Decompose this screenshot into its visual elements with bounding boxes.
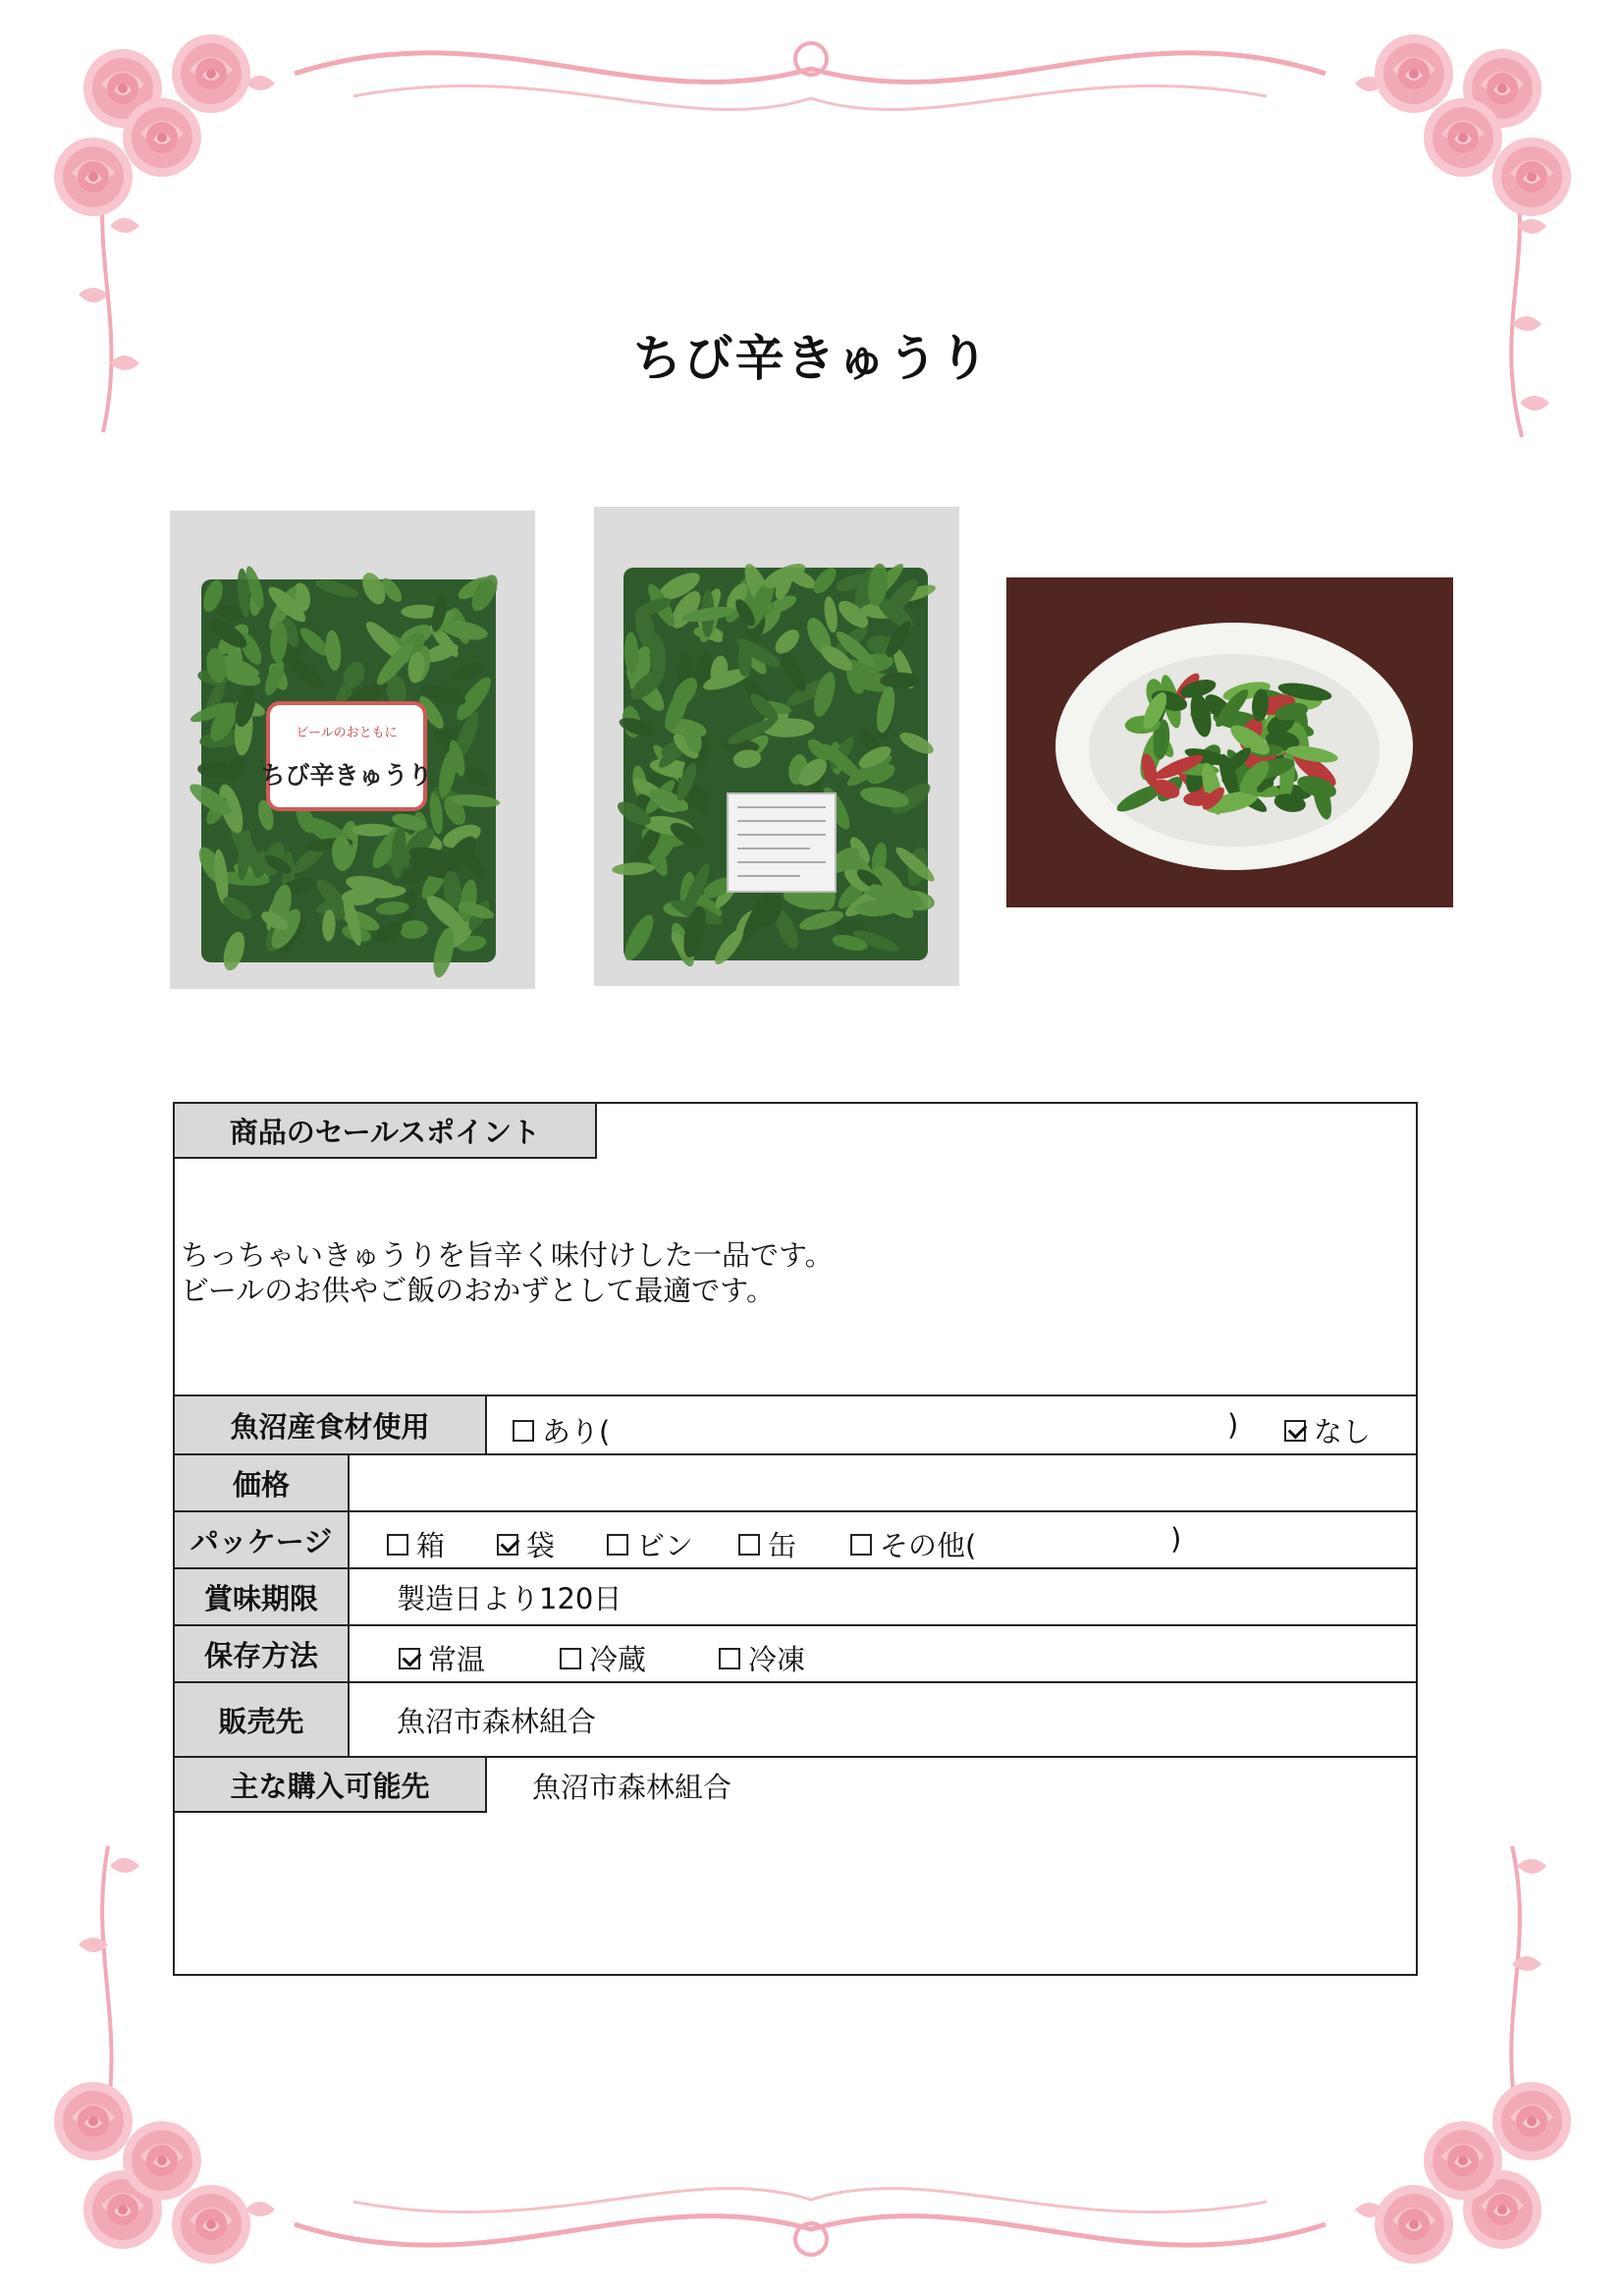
- ingredient-no-label: なし: [1314, 1415, 1372, 1449]
- storage-frozen-label: 冷凍: [748, 1643, 806, 1676]
- sales-point-text: [181, 1237, 834, 1308]
- bag-label-top: ビールのおともに: [296, 726, 398, 740]
- purchase-label: 主な購入可能先: [175, 1758, 487, 1813]
- storage-option-fridge[interactable]: [560, 1638, 646, 1678]
- ingredient-yes-label: あり(: [542, 1415, 611, 1449]
- page-title: ちび辛きゅうり: [632, 330, 991, 387]
- ingredient-no-checkbox[interactable]: [1284, 1420, 1306, 1442]
- best-before-row: [175, 1567, 1416, 1624]
- storage-room-temp-checkbox[interactable]: [399, 1648, 420, 1669]
- seller-row: [175, 1681, 1416, 1756]
- bag-label-main: ちび辛きゅうり: [260, 761, 433, 790]
- package-label: パッケージ: [175, 1512, 350, 1567]
- package-option-other[interactable]: [850, 1524, 976, 1564]
- ingredient-close-paren: ): [1227, 1408, 1239, 1442]
- best-before-label: 賞味期限: [175, 1569, 350, 1624]
- package-box-label: 箱: [416, 1529, 446, 1562]
- storage-fridge-checkbox[interactable]: [560, 1648, 581, 1669]
- storage-frozen-checkbox[interactable]: [719, 1648, 740, 1669]
- storage-room-temp-label: 常温: [428, 1643, 486, 1676]
- ingredient-option-yes[interactable]: [513, 1410, 610, 1450]
- package-option-box[interactable]: [387, 1524, 445, 1564]
- price-label: 価格: [175, 1455, 350, 1510]
- storage-option-frozen[interactable]: [719, 1638, 805, 1678]
- pickle-bag-back-photo: [594, 507, 959, 986]
- package-bag-label: 袋: [526, 1529, 556, 1562]
- pickle-bag-front-photo: [170, 511, 535, 989]
- sales-point-line-2: ビールのお供やご飯のおかずとして最適です。: [181, 1274, 775, 1307]
- package-can-label: 缶: [768, 1529, 797, 1562]
- sales-point-line-1: ちっちゃいきゅうりを旨辛く味付けした一品です。: [181, 1238, 834, 1272]
- package-option-can[interactable]: [738, 1524, 796, 1564]
- storage-row: [175, 1624, 1416, 1681]
- seller-label: 販売先: [175, 1683, 350, 1756]
- package-can-checkbox[interactable]: [738, 1534, 760, 1556]
- purchase-row: [175, 1756, 1416, 1974]
- seller-value: 魚沼市森林組合: [397, 1704, 597, 1738]
- price-row: [175, 1453, 1416, 1510]
- uonuma-ingredient-row: [175, 1394, 1416, 1453]
- package-bottle-label: ビン: [636, 1529, 694, 1562]
- package-row: [175, 1510, 1416, 1567]
- package-close-paren: ): [1170, 1522, 1182, 1556]
- sales-point-label: 商品のセールスポイント: [175, 1104, 597, 1159]
- package-other-checkbox[interactable]: [850, 1534, 872, 1556]
- ingredient-yes-checkbox[interactable]: [513, 1420, 534, 1442]
- purchase-value: 魚沼市森林組合: [532, 1770, 732, 1804]
- storage-fridge-label: 冷蔵: [589, 1643, 647, 1676]
- ingredient-option-no[interactable]: [1284, 1410, 1371, 1450]
- pickle-bowl-photo: [1006, 577, 1453, 907]
- package-box-checkbox[interactable]: [387, 1534, 408, 1556]
- product-info-sheet: [173, 1102, 1418, 1976]
- package-option-bag[interactable]: [497, 1524, 555, 1564]
- storage-label: 保存方法: [175, 1626, 350, 1681]
- package-bottle-checkbox[interactable]: [607, 1534, 628, 1556]
- uonuma-ingredient-label: 魚沼産食材使用: [175, 1396, 487, 1453]
- package-bag-checkbox[interactable]: [497, 1534, 518, 1556]
- best-before-value: 製造日より120日: [397, 1581, 622, 1615]
- storage-option-room-temp[interactable]: [399, 1638, 485, 1678]
- package-option-bottle[interactable]: [607, 1524, 693, 1564]
- package-other-label: その他(: [880, 1529, 977, 1562]
